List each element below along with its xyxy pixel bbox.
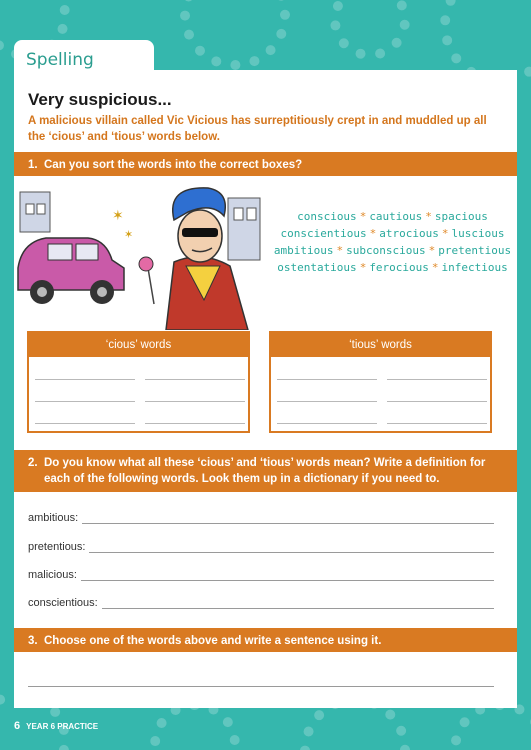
cious-words-label: ‘cious’ words [29, 333, 248, 357]
definition-word: ambitious: [28, 512, 79, 524]
answer-line[interactable] [277, 379, 377, 380]
cious-words-box[interactable] [27, 331, 250, 433]
word: luscious [451, 227, 505, 240]
definition-answer-line[interactable] [89, 543, 494, 553]
answer-line[interactable] [277, 423, 377, 424]
word-separator: * [359, 210, 367, 223]
definition-answer-line[interactable] [81, 571, 494, 581]
page-footer [14, 720, 98, 732]
answer-line[interactable] [387, 423, 487, 424]
question-1-bar [14, 152, 517, 176]
vic-vicious-illustration [16, 180, 264, 330]
definition-row-conscientious[interactable] [28, 597, 494, 609]
word-bank-row [270, 208, 515, 225]
word: infectious [441, 261, 508, 274]
answer-line[interactable] [387, 379, 487, 380]
word: atrocious [379, 227, 439, 240]
definition-word: pretentious: [28, 541, 86, 553]
page-title: Very suspicious... [28, 90, 172, 109]
word: conscious [297, 210, 357, 223]
definition-row-ambitious[interactable] [28, 512, 494, 524]
sentence-answer-line[interactable] [28, 686, 494, 687]
word: ambitious [273, 244, 334, 257]
word-separator: * [428, 244, 436, 257]
tious-words-box[interactable] [269, 331, 492, 433]
word: conscientious [280, 227, 367, 240]
page-number: 6 [14, 720, 21, 732]
word: cautious [369, 210, 423, 223]
word-separator: * [359, 261, 367, 274]
word: pretentious [438, 244, 512, 257]
answer-line[interactable] [145, 379, 245, 380]
word: ostentatious [277, 261, 357, 274]
word-separator: * [431, 261, 439, 274]
section-tab-label: Spelling [26, 50, 94, 70]
answer-line[interactable] [145, 423, 245, 424]
question-1-number: 1. [28, 159, 38, 171]
question-2-number: 2. [28, 457, 38, 469]
answer-line[interactable] [145, 401, 245, 402]
answer-line[interactable] [35, 423, 135, 424]
word-separator: * [369, 227, 377, 240]
word: ferocious [369, 261, 429, 274]
definition-word: conscientious: [28, 597, 98, 609]
word: subconscious [346, 244, 426, 257]
question-3-number: 3. [28, 635, 38, 647]
svg-text:✶: ✶ [112, 207, 124, 223]
question-3-text: Choose one of the words above and write a sentence using it. [44, 635, 382, 647]
question-2-bar [14, 450, 517, 492]
definition-row-pretentious[interactable] [28, 541, 494, 553]
word-separator: * [441, 227, 449, 240]
series-label: YEAR 6 PRACTICE [26, 722, 99, 731]
question-1-text: Can you sort the words into the correct boxes? [44, 159, 303, 171]
intro-text: A malicious villain called Vic Vicious has surreptitiously crept in and muddled up all the ‘cious’ and ‘tious’ words below. [28, 115, 487, 143]
question-2-text: Do you know what all these ‘cious’ and ‘tious’ words mean? Write a definition for each of the following words. Look them up in a dictionary if you need to. [44, 457, 486, 485]
word-bank-row [270, 259, 515, 276]
tious-words-label: ‘tious’ words [271, 333, 490, 357]
word-separator: * [336, 244, 344, 257]
word-bank-row [270, 242, 515, 259]
definition-answer-line[interactable] [102, 599, 494, 609]
word-bank [270, 208, 515, 276]
word-bank-row [270, 225, 515, 242]
definition-word: malicious: [28, 569, 77, 581]
word: spacious [434, 210, 488, 223]
definition-row-malicious[interactable] [28, 569, 494, 581]
definition-answer-line[interactable] [82, 514, 494, 524]
answer-line[interactable] [35, 379, 135, 380]
question-3-bar [14, 628, 517, 652]
answer-line[interactable] [277, 401, 377, 402]
svg-text:✶: ✶ [124, 229, 134, 241]
answer-line[interactable] [387, 401, 487, 402]
answer-line[interactable] [35, 401, 135, 402]
word-separator: * [425, 210, 432, 223]
